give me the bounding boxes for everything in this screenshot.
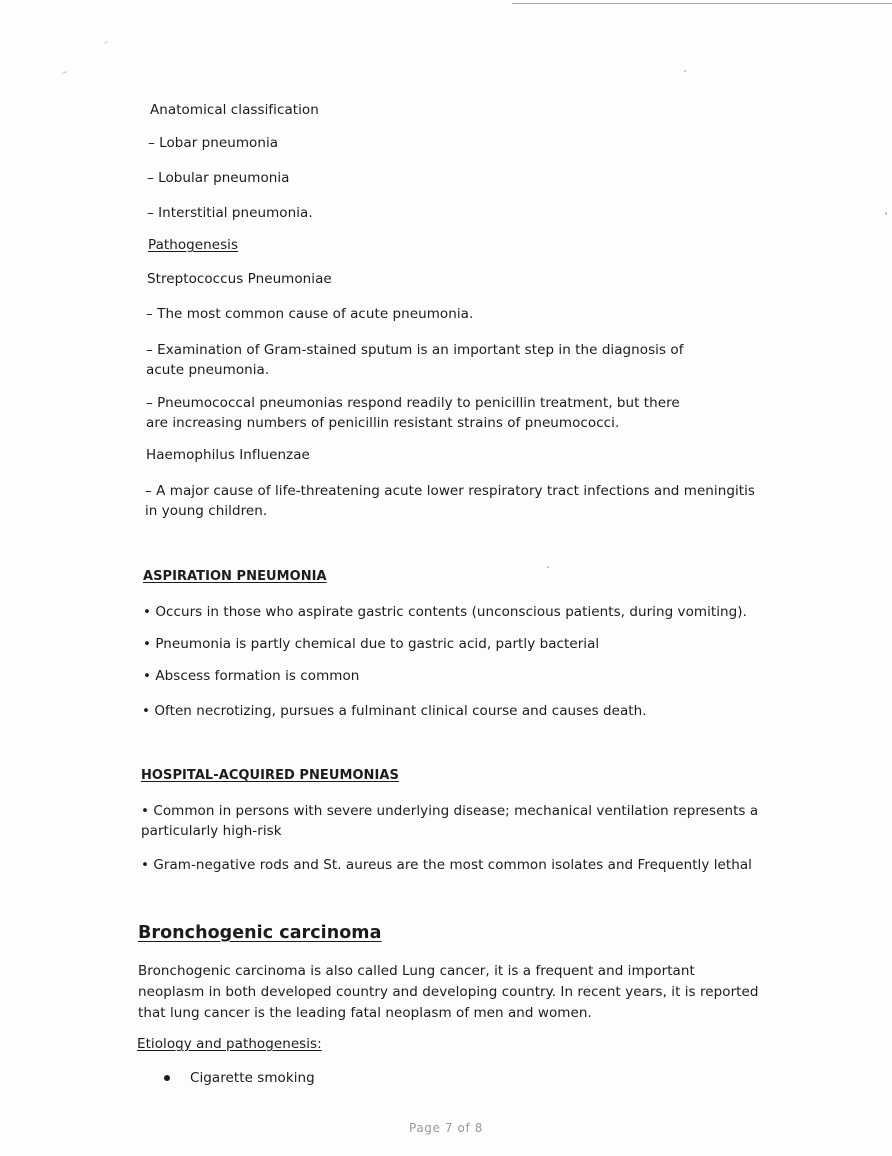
hospital-item: • Common in persons with severe underlying disease; mechanical ventilation represents a particularly high-risk [141,803,759,839]
anatomical-heading: Anatomical classification [150,102,319,118]
hospital-item: • Gram-negative rods and St. aureus are the most common isolates and Frequently lethal [141,857,752,873]
strep-item: – Examination of Gram-stained sputum is an important step in the diagnosis of acute pneumonia. [146,342,684,378]
bronchogenic-title: Bronchogenic carcinoma [138,923,382,943]
scan-speck [684,70,686,72]
aspiration-heading: ASPIRATION PNEUMONIA [143,569,327,584]
scan-speck [547,566,549,568]
aspiration-item: • Abscess formation is common [143,668,360,684]
scan-speck [104,41,108,44]
haemophilus-title: Haemophilus Influenzae [146,447,310,463]
anatomical-item: – Lobular pneumonia [147,170,290,186]
hospital-heading: HOSPITAL-ACQUIRED PNEUMONIAS [141,768,399,783]
haemophilus-item: – A major cause of life-threatening acute lower respiratory tract infections and meningitis in young children. [145,483,755,519]
anatomical-item: – Interstitial pneumonia. [147,205,313,221]
scan-top-rule [512,3,892,4]
scan-speck [62,71,67,74]
anatomical-item: – Lobar pneumonia [148,135,279,151]
bullet-dot [164,1075,170,1081]
aspiration-item: • Occurs in those who aspirate gastric contents (unconscious patients, during vomiting). [143,604,747,620]
aspiration-item: • Often necrotizing, pursues a fulminant clinical course and causes death. [142,703,647,719]
etiology-item: Cigarette smoking [190,1070,315,1086]
strep-item: – Pneumococcal pneumonias respond readily to penicillin treatment, but there are increasing numbers of penicillin resistant strains of pneumococci. [146,395,680,431]
scan-speck [885,212,887,215]
strep-item: – The most common cause of acute pneumonia. [146,306,474,322]
pathogenesis-heading: Pathogenesis [148,237,239,253]
page-number: Page 7 of 8 [409,1121,483,1135]
strep-title: Streptococcus Pneumoniae [147,271,332,287]
bronchogenic-intro: Bronchogenic carcinoma is also called Lung cancer, it is a frequent and important neoplasm in both developed country and developing country. In recent years, it is reported that lung cancer is the leading fatal neoplasm of men and women. [138,963,759,1021]
etiology-heading: Etiology and pathogenesis: [137,1036,322,1052]
aspiration-item: • Pneumonia is partly chemical due to gastric acid, partly bacterial [143,636,600,652]
